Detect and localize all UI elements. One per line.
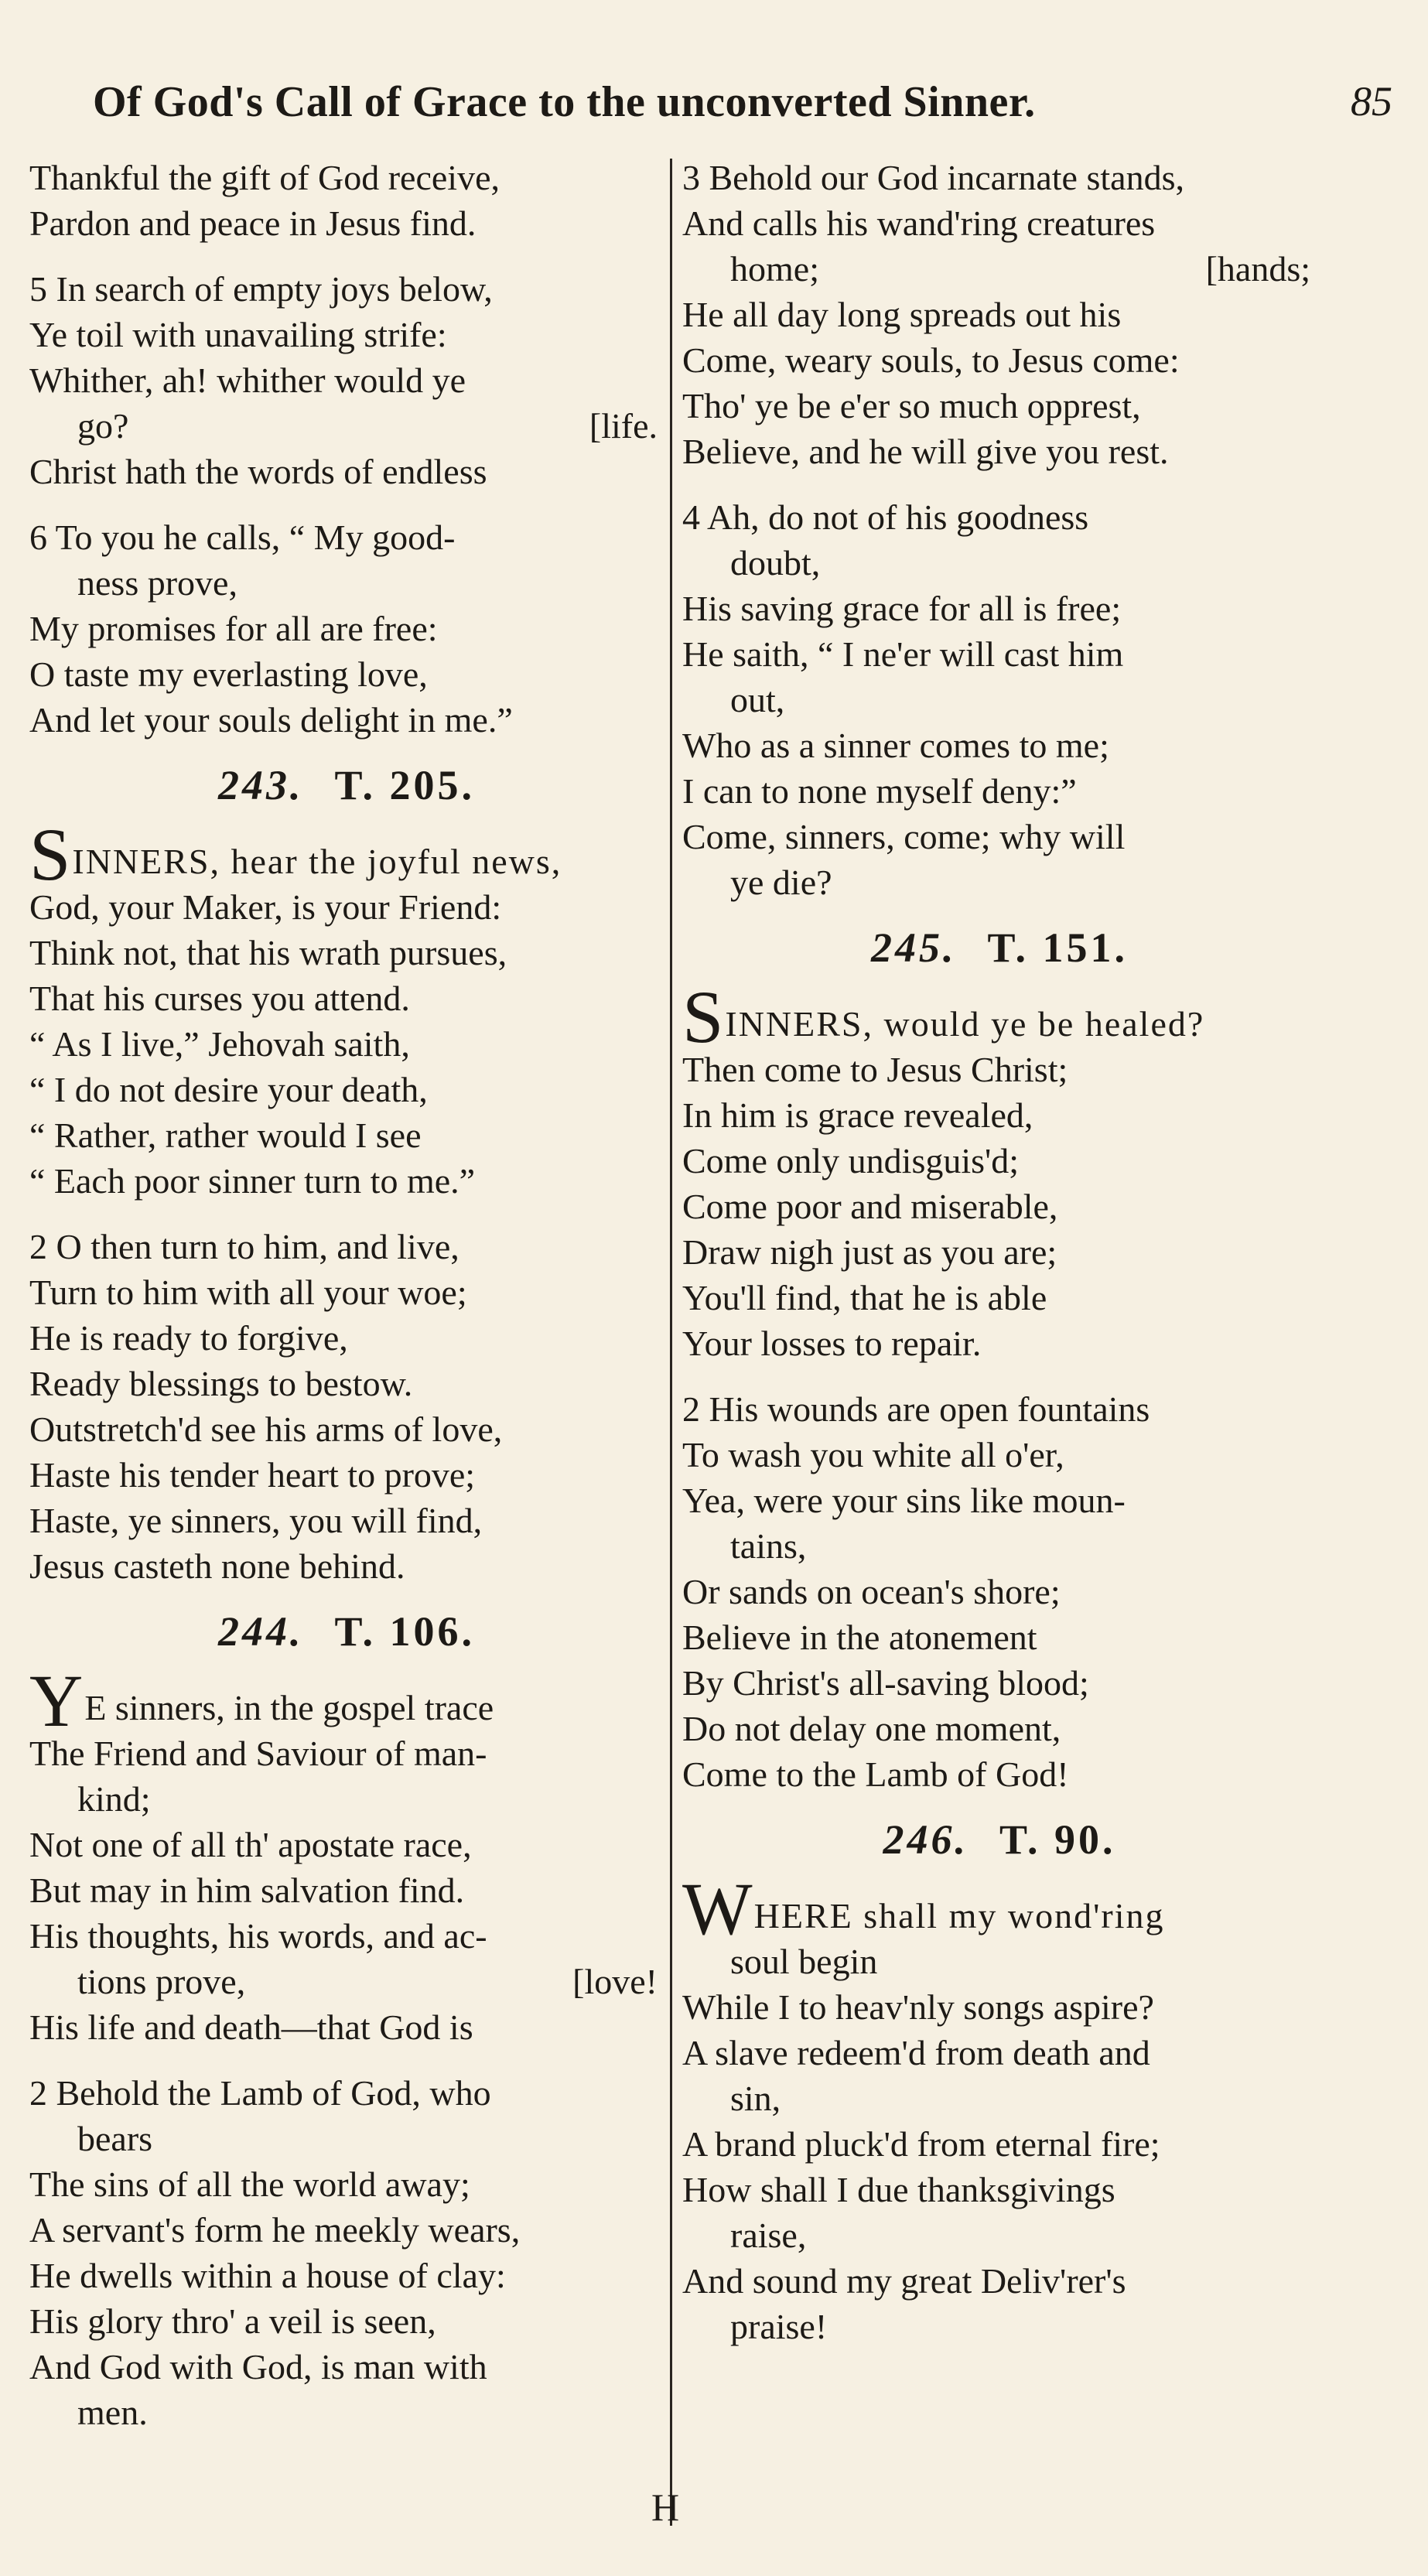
verse-line: bears <box>77 2119 153 2158</box>
verse-line-start: home; <box>730 249 819 289</box>
verse-line: Thankful the gift of God receive, <box>29 158 500 197</box>
verse-line: And God with God, is man with <box>29 2347 487 2386</box>
right-column <box>682 155 1317 2369</box>
verse-line: kind; <box>77 1779 151 1819</box>
verse-line: Draw nigh just as you are; <box>682 1232 1057 1272</box>
stanza <box>29 1224 664 1589</box>
verse-line-carryover: [love! <box>572 1962 658 2001</box>
verse-line: ness prove, <box>77 563 237 603</box>
stanza <box>29 514 664 743</box>
verse-line: tains, <box>730 1526 807 1566</box>
verse-line: Come, sinners, come; why will <box>682 817 1126 856</box>
stanza <box>682 1867 1317 2349</box>
stanza <box>682 975 1317 1366</box>
drop-cap: S <box>29 813 71 896</box>
verse-line: Ye toil with unavailing strife: <box>29 315 447 354</box>
verse-line: And let your souls delight in me.” <box>29 700 513 740</box>
verse-line: Tho' ye be e'er so much opprest, <box>682 386 1141 425</box>
verse-line: O taste my everlasting love, <box>29 654 428 694</box>
verse-line: Christ hath the words of endless <box>29 452 487 491</box>
drop-cap: S <box>682 975 724 1058</box>
verse-line <box>682 975 1317 1058</box>
stanza <box>29 2070 664 2435</box>
verse-line: He all day long spreads out his <box>682 295 1122 334</box>
tune-number: T. 151. <box>987 924 1128 971</box>
verse-line: By Christ's all-saving blood; <box>682 1663 1089 1703</box>
verse-line: God, your Maker, is your Friend: <box>29 887 502 927</box>
hymn-heading <box>682 925 1317 971</box>
verse-line: Believe in the atonement <box>682 1618 1037 1657</box>
hymn-heading <box>29 1609 664 1655</box>
verse-line: 4 Ah, do not of his goodness <box>682 497 1089 537</box>
page-header <box>46 77 1392 147</box>
verse-line: doubt, <box>730 543 821 583</box>
stanza <box>682 1386 1317 1797</box>
verse-line: While I to heav'nly songs aspire? <box>682 1987 1154 2027</box>
hymn-heading <box>682 1817 1317 1863</box>
verse-line: Not one of all th' apostate race, <box>29 1825 472 1864</box>
verse-line-rest: INNERS, hear the joyful news, <box>72 842 562 881</box>
tune-number: T. 90. <box>999 1816 1116 1863</box>
verse-line: soul begin <box>730 1942 878 1981</box>
verse-line-rest: HERE shall my wond'ring <box>753 1896 1165 1935</box>
verse-line: “ Rather, rather would I see <box>29 1115 422 1155</box>
hymn-number: 246. <box>883 1816 969 1863</box>
verse-line: That his curses you attend. <box>29 979 410 1018</box>
verse-line: Jesus casteth none behind. <box>29 1546 405 1586</box>
verse-line: Pardon and peace in Jesus find. <box>29 203 477 243</box>
verse-line: sin, <box>730 2079 781 2118</box>
verse-line: Ready blessings to bestow. <box>29 1364 413 1403</box>
verse-line: Your losses to repair. <box>682 1324 982 1363</box>
verse-line: Or sands on ocean's shore; <box>682 1572 1061 1611</box>
verse-line: Outstretch'd see his arms of love, <box>29 1409 503 1449</box>
verse-line: 2 His wounds are open fountains <box>682 1389 1150 1429</box>
verse-line: Who as a sinner comes to me; <box>682 726 1109 765</box>
verse-line: “ As I live,” Jehovah saith, <box>29 1024 410 1064</box>
left-column <box>29 155 664 2455</box>
verse-line: A slave redeem'd from death and <box>682 2033 1150 2072</box>
verse-line: And calls his wand'ring creatures <box>682 203 1156 243</box>
verse-line: Then come to Jesus Christ; <box>682 1050 1068 1089</box>
verse-line <box>29 403 664 449</box>
verse-line: The Friend and Saviour of man- <box>29 1734 487 1773</box>
stanza <box>29 1659 664 2050</box>
verse-line: But may in him salvation find. <box>29 1871 465 1910</box>
verse-line: Think not, that his wrath pursues, <box>29 933 507 972</box>
hymn-number: 244. <box>217 1608 304 1655</box>
verse-line: Come only undisguis'd; <box>682 1141 1020 1180</box>
signature-mark: H <box>651 2485 680 2529</box>
verse-line: 5 In search of empty joys below, <box>29 269 493 309</box>
page-number: 85 <box>1351 78 1392 125</box>
stanza <box>682 155 1317 474</box>
verse-line: ye die? <box>730 863 832 902</box>
verse-line-rest: E sinners, in the gospel trace <box>84 1688 494 1727</box>
verse-line: 6 To you he calls, “ My good- <box>29 518 456 557</box>
verse-line: Believe, and he will give you rest. <box>682 432 1169 471</box>
verse-line: His life and death—that God is <box>29 2007 473 2047</box>
verse-line <box>682 1867 1317 1950</box>
verse-line: Come, weary souls, to Jesus come: <box>682 340 1180 380</box>
verse-line: Haste, ye sinners, you will find, <box>29 1501 483 1540</box>
verse-line: My promises for all are free: <box>29 609 438 648</box>
verse-line: The sins of all the world away; <box>29 2164 470 2204</box>
stanza <box>29 155 664 246</box>
verse-line <box>29 1959 664 2004</box>
verse-line: praise! <box>730 2307 828 2346</box>
verse-line-start: tions prove, <box>77 1962 246 2001</box>
hymn-heading <box>29 763 664 808</box>
verse-line-start: go? <box>77 406 129 446</box>
verse-line: He is ready to forgive, <box>29 1318 348 1358</box>
drop-cap: Y <box>29 1659 84 1742</box>
verse-line: His thoughts, his words, and ac- <box>29 1916 487 1956</box>
verse-line: And sound my great Deliv'rer's <box>682 2261 1126 2301</box>
verse-line: raise, <box>730 2216 807 2255</box>
verse-line: 2 Behold the Lamb of God, who <box>29 2073 491 2113</box>
verse-line: You'll find, that he is able <box>682 1278 1047 1317</box>
verse-line: “ Each poor sinner turn to me.” <box>29 1161 476 1201</box>
verse-line: A servant's form he meekly wears, <box>29 2210 521 2250</box>
tune-number: T. 106. <box>334 1608 475 1655</box>
verse-line: out, <box>730 680 785 719</box>
verse-line: His glory thro' a veil is seen, <box>29 2301 436 2341</box>
verse-line <box>29 813 664 896</box>
column-rule <box>670 159 672 2526</box>
verse-line: “ I do not desire your death, <box>29 1070 428 1109</box>
verse-line: Turn to him with all your woe; <box>29 1273 467 1312</box>
stanza <box>29 813 664 1204</box>
stanza <box>682 494 1317 905</box>
verse-line <box>29 1659 664 1742</box>
verse-line: Yea, were your sins like moun- <box>682 1481 1126 1520</box>
verse-line: 2 O then turn to him, and live, <box>29 1227 459 1266</box>
verse-line: Whither, ah! whither would ye <box>29 360 466 400</box>
verse-line-carryover: [hands; <box>1205 249 1310 289</box>
verse-line: Come poor and miserable, <box>682 1187 1058 1226</box>
verse-line: How shall I due thanksgivings <box>682 2170 1115 2209</box>
verse-line: Haste his tender heart to prove; <box>29 1455 476 1495</box>
verse-line-carryover: [life. <box>589 406 658 446</box>
drop-cap: W <box>682 1867 753 1950</box>
running-title: Of God's Call of Grace to the unconverted Sinner. <box>93 78 1036 126</box>
verse-line: His saving grace for all is free; <box>682 589 1122 628</box>
verse-line: To wash you white all o'er, <box>682 1435 1064 1474</box>
verse-line-rest: INNERS, would ye be healed? <box>725 1004 1205 1044</box>
verse-line: men. <box>77 2393 148 2432</box>
tune-number: T. 205. <box>334 762 475 808</box>
verse-line: A brand pluck'd from eternal fire; <box>682 2124 1160 2164</box>
verse-line: 3 Behold our God incarnate stands, <box>682 158 1184 197</box>
verse-line: He dwells within a house of clay: <box>29 2256 506 2295</box>
verse-line: He saith, “ I ne'er will cast him <box>682 634 1124 674</box>
verse-line: In him is grace revealed, <box>682 1095 1033 1135</box>
stanza <box>29 266 664 494</box>
verse-line <box>682 246 1317 292</box>
hymn-number: 245. <box>870 924 957 971</box>
verse-line: I can to none myself deny:” <box>682 771 1077 811</box>
hymn-number: 243. <box>217 762 304 808</box>
verse-line: Do not delay one moment, <box>682 1709 1061 1748</box>
verse-line: Come to the Lamb of God! <box>682 1754 1069 1794</box>
